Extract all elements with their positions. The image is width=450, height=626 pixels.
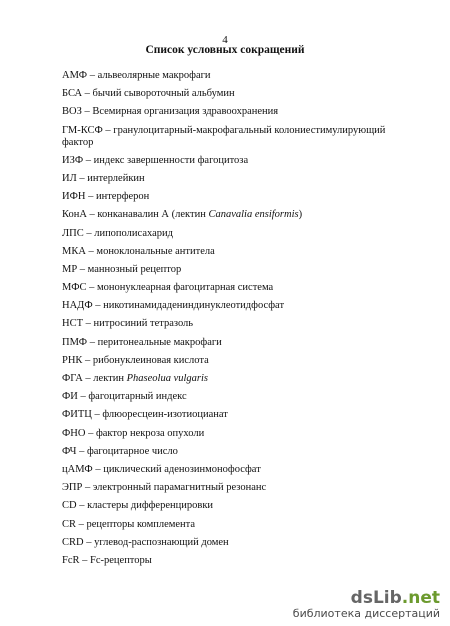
entry-text: МФС – мононуклеарная фагоцитарная система	[62, 282, 274, 294]
abbreviation-entry	[62, 337, 392, 349]
entry-text: ИЛ – интерлейкин	[62, 172, 145, 184]
abbreviation-entry	[62, 173, 392, 185]
entry-text: ВОЗ – Всемирная организация здравоохранения	[62, 106, 279, 118]
abbreviation-entry	[62, 300, 392, 312]
abbreviation-entry	[62, 428, 392, 440]
entry-text: CRD – углевод-распознающий домен	[62, 536, 229, 548]
entry-text: МР – маннозный рецептор	[62, 263, 182, 275]
entry-text: ФЧ – фагоцитарное число	[62, 445, 178, 457]
entry-latin-name: Canavalia ensiformis	[208, 209, 299, 221]
abbreviation-entry	[62, 482, 392, 494]
watermark-subtitle: библиотека диссертаций	[292, 607, 440, 620]
abbreviation-entry	[62, 391, 392, 403]
abbreviation-entry	[62, 246, 392, 258]
entry-text: АМФ – альвеолярные макрофаги	[62, 70, 211, 81]
abbreviation-entry	[62, 282, 392, 294]
abbreviation-entry	[62, 446, 392, 458]
watermark-brand-main: dsLib	[350, 588, 402, 608]
abbreviation-entry	[62, 519, 392, 531]
entry-text: ГМ-КСФ – гранулоцитарный-макрофагальный колониестимулирующий фактор	[62, 124, 386, 148]
entry-text: CD – кластеры дифференцировки	[62, 500, 214, 512]
page-number: 4	[222, 34, 228, 46]
entry-text: ИЗФ – индекс завершенности фагоцитоза	[62, 154, 249, 166]
abbreviation-entry	[62, 70, 392, 82]
entry-text-tail: )	[298, 209, 303, 221]
entry-text: МКА – моноклональные антитела	[62, 245, 215, 257]
abbreviation-entry	[62, 500, 392, 512]
abbreviation-entry	[62, 125, 392, 149]
watermark-logo	[293, 589, 440, 620]
abbreviation-entry	[62, 373, 392, 385]
abbreviation-entry	[62, 106, 392, 118]
entry-text: ИФН – интерферон	[62, 191, 150, 203]
page-title: Список условных сокращений	[145, 44, 305, 56]
entry-text: ЭПР – электронный парамагнитный резонанс	[62, 482, 267, 494]
entry-text: ФИТЦ – флюоресцеин-изотиоцианат	[62, 409, 228, 421]
entry-text: ФНО – фактор некроза опухоли	[62, 427, 205, 439]
abbreviation-entry	[62, 355, 392, 367]
entry-text: ЛПС – липополисахарид	[62, 227, 173, 239]
abbreviation-entry	[62, 88, 392, 100]
watermark-brand	[293, 589, 440, 607]
entry-text: FcR – Fc-рецепторы	[62, 554, 152, 566]
abbreviation-entry	[62, 537, 392, 549]
entry-text: РНК – рибонуклеиновая кислота	[62, 354, 209, 366]
abbreviation-entry	[62, 228, 392, 240]
abbreviation-entry	[62, 155, 392, 167]
entry-text: ФГА – лектин	[62, 373, 127, 384]
abbreviation-entry	[62, 209, 392, 221]
abbreviation-entry	[62, 318, 392, 330]
watermark-brand-tld: .net	[401, 588, 440, 608]
entry-text: НАДФ – никотинамидадениндинуклеотидфосфат	[62, 300, 285, 312]
entry-text: ФИ – фагоцитарный индекс	[62, 391, 187, 403]
entry-text: ПМФ – перитонеальные макрофаги	[62, 336, 222, 348]
abbreviation-list	[62, 70, 392, 573]
entry-text: КонА – конканавалин А (лектин	[62, 209, 209, 221]
entry-latin-name: Phaseolua vulgaris	[126, 373, 208, 384]
entry-text: БСА – бычий сывороточный альбумин	[62, 88, 235, 100]
abbreviation-entry	[62, 464, 392, 476]
abbreviation-entry	[62, 264, 392, 276]
abbreviation-entry	[62, 555, 392, 567]
abbreviation-entry	[62, 191, 392, 203]
entry-text: цАМФ – циклический аденозинмонофосфат	[62, 463, 261, 475]
entry-text: CR – рецепторы комплемента	[62, 518, 196, 530]
entry-text: НСТ – нитросиний тетразоль	[62, 318, 194, 330]
abbreviation-entry	[62, 409, 392, 421]
